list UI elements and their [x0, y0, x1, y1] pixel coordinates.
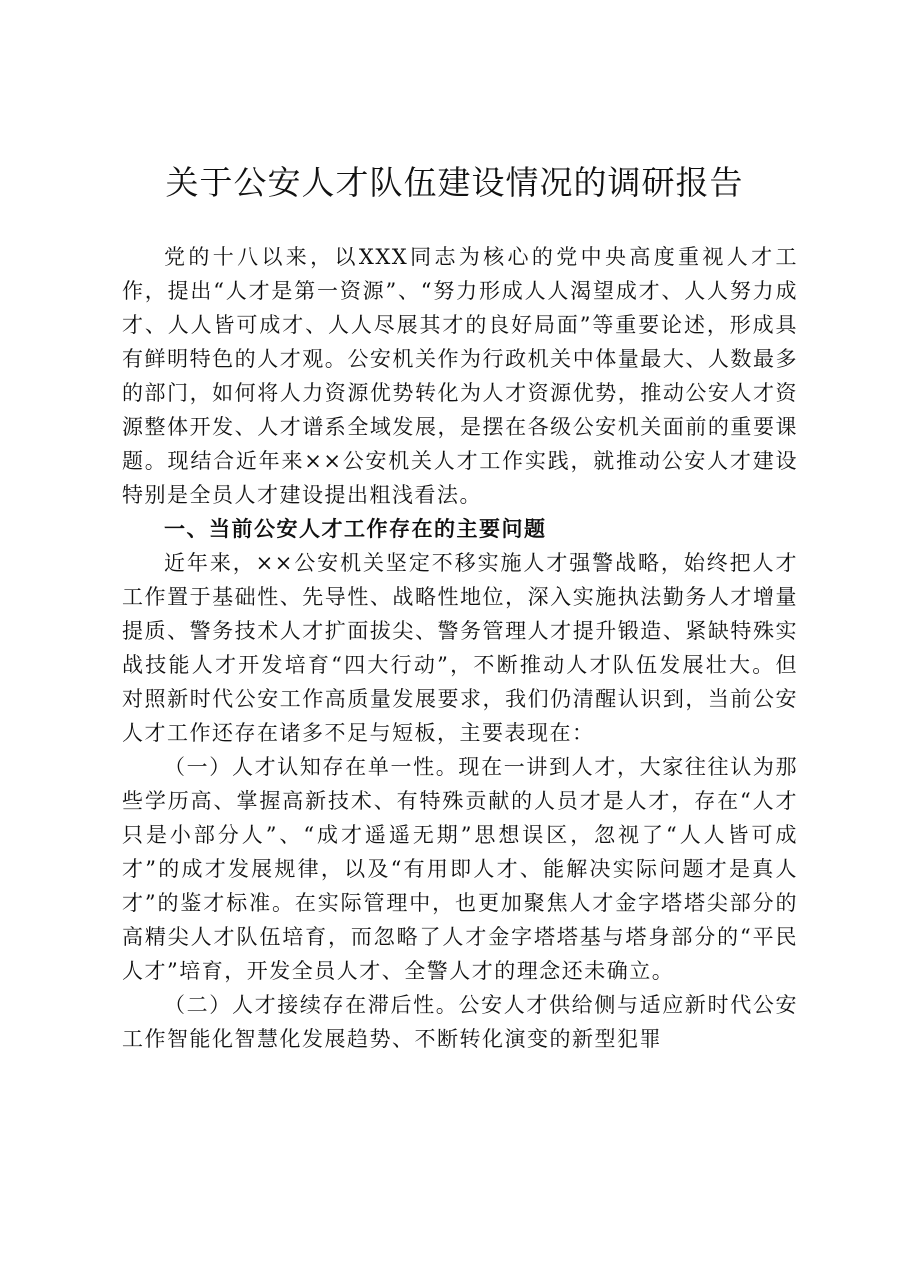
- document-body: [122, 240, 798, 1056]
- section1-paragraph-1: 近年来，××公安机关坚定不移实施人才强警战略，始终把人才工作置于基础性、先导性、战略性地位，深入实施执法勤务人才增量提质、警务技术人才扩面拔尖、警务管理人才提升锻造、紧缺特殊实战技能人才开发培育“四大行动”，不断推动人才队伍发展壮大。但对照新时代公安工作高质量发展要求，我们仍清醒认识到，当前公安人才工作还存在诸多不足与短板，主要表现在：: [122, 551, 798, 745]
- section1-paragraph-2: （一）人才认知存在单一性。现在一讲到人才，大家往往认为那些学历高、掌握高新技术、有特殊贡献的人员才是人才，存在“人才只是小部分人”、“成才遥遥无期”思想误区，忽视了“人人皆可成才”的成才发展规律，以及“有用即人才、能解决实际问题才是真人才”的鉴才标准。在实际管理中，也更加聚焦人才金字塔塔尖部分的高精尖人才队伍培育，而忽略了人才金字塔塔基与塔身部分的“平民人才”培育，开发全员人才、全警人才的理念还未确立。: [122, 755, 798, 983]
- document-title: 关于公安人才队伍建设情况的调研报告: [165, 163, 744, 202]
- intro-paragraph: 党的十八以来，以XXX同志为核心的党中央高度重视人才工作，提出“人才是第一资源”、“努力形成人人渴望成才、人人努力成才、人人皆可成才、人人尽展其才的良好局面”等重要论述，形成具有鲜明特色的人才观。公安机关作为行政机关中体量最大、人数最多的部门，如何将人力资源优势转化为人才资源优势，推动公安人才资源整体开发、人才谱系全域发展，是摆在各级公安机关面前的重要课题。现结合近年来××公安机关人才工作实践，就推动公安人才建设特别是全员人才建设提出粗浅看法。: [122, 245, 798, 507]
- section-heading-1: 一、当前公安人才工作存在的主要问题: [164, 517, 547, 541]
- section1-paragraph-3: （二）人才接续存在滞后性。公安人才供给侧与适应新时代公安工作智能化智慧化发展趋势、不断转化演变的新型犯罪: [122, 993, 798, 1051]
